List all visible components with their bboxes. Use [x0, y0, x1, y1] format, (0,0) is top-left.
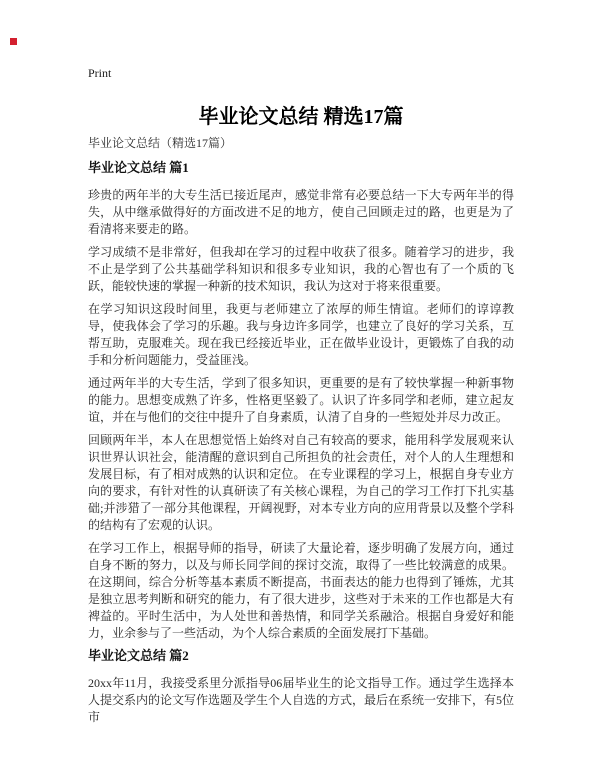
section-heading-2: 毕业论文总结 篇2: [88, 648, 189, 663]
section-heading-1: 毕业论文总结 篇1: [88, 160, 189, 175]
red-marker: [10, 38, 17, 45]
print-button[interactable]: Print: [88, 66, 112, 80]
doc-subtitle: 毕业论文总结（精选17篇）: [88, 136, 233, 150]
paragraph: 通过两年半的大专生活，学到了很多知识，更重要的是有了较快掌握一种新事物的能力。思想变成熟了许多，性格更坚毅了。认识了许多同学和老师，建立起友谊，并在与他们的交往中提升了自身素质，认清了自身的一些短处并尽力改正。: [88, 376, 514, 424]
paragraph: 在学习工作上，根据导师的指导，研读了大量论着，逐步明确了发展方向，通过自身不断的努力，以及与师长同学间的探讨交流，取得了一些比较满意的成果。在这期间，综合分析等基本素质不断提高，书面表达的能力也得到了锤炼，尤其是独立思考判断和研究的能力，有了很大进步，这些对于未来的工作也都是大有裨益的。平时生活中，为人处世和善热情，和同学关系融洽。根据自身爱好和能力，业余参与了一些活动，为个人综合素质的全面发展打下基础。: [88, 541, 514, 640]
document-page: [88, 0, 514, 726]
paragraph: 20xx年11月，我接受系里分派指导06届毕业生的论文指导工作。通过学生选择本人提交系内的论文写作选题及学生个人自选的方式，最后在系统一安排下，有5位市: [88, 676, 515, 724]
paragraph: 珍贵的两年半的大专生活已接近尾声，感觉非常有必要总结一下大专两年半的得失，从中继承做得好的方面改进不足的地方，使自己回顾走过的路，也更是为了看清将来要走的路。: [88, 188, 514, 236]
page-title: 毕业论文总结 精选17篇: [198, 106, 404, 128]
paragraph: 回顾两年半，本人在思想觉悟上始终对自己有较高的要求，能用科学发展观来认识世界认识社会，能清醒的意识到自己所担负的社会责任，对个人的人生理想和发展目标，有了相对成熟的认识和定位。 在专业课程的学习上，根据自身专业方向的要求，有针对性的认真研读了有关核心课程，为自己的学习工作打下扎实基础;并涉猎了一部分其他课程，开阔视野，对本专业方向的应用背景以及整个学科的结构有了宏观的认识。: [88, 433, 514, 532]
paragraph: 在学习知识这段时间里，我更与老师建立了浓厚的师生情谊。老师们的谆谆教导，使我体会了学习的乐趣。我与身边许多同学，也建立了良好的学习关系，互帮互助，克服难关。现在我已经接近毕业，正在做毕业设计，更锻炼了自我的动手和分析问题能力，受益匪浅。: [88, 302, 514, 367]
paragraph: 学习成绩不是非常好，但我却在学习的过程中收获了很多。随着学习的进步，我不止是学到了公共基础学科知识和很多专业知识，我的心智也有了一个质的飞跃，能较快速的掌握一种新的技术知识，我认为这对于将来很重要。: [88, 245, 514, 293]
